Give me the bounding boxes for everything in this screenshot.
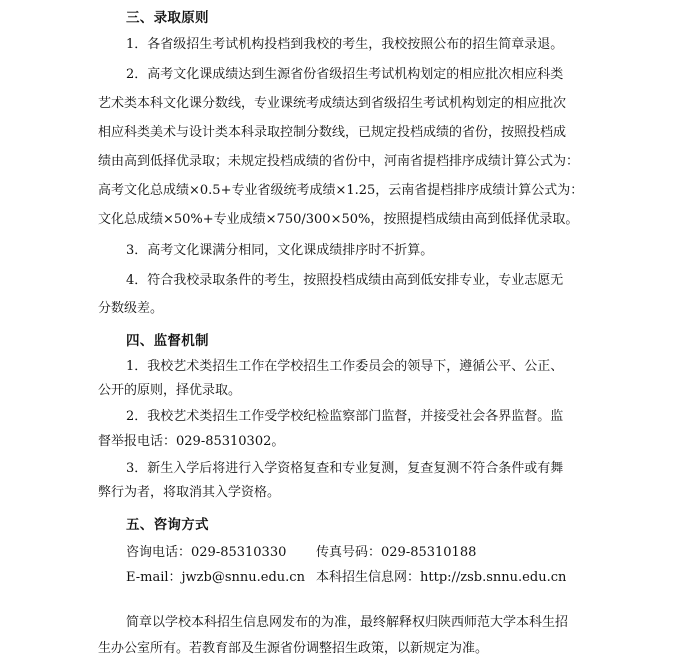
s3-line-5: 绩由高到低择优录取；未规定投档成绩的省份中，河南省提档排序成绩计算公式为： xyxy=(98,154,580,169)
section-5-heading: 五、咨询方式 xyxy=(126,517,209,533)
section-3-heading: 三、录取原则 xyxy=(126,10,209,26)
section-4-heading: 四、监督机制 xyxy=(126,333,209,349)
s3-line-9: 4．符合我校录取条件的考生，按照投档成绩由高到低安排专业，专业志愿无 xyxy=(126,273,564,288)
s4-line-1: 1．我校艺术类招生工作在学校招生工作委员会的领导下，遵循公平、公正、 xyxy=(126,359,564,374)
s3-line-3: 艺术类本科文化课分数线，专业课统考成绩达到省级招生考试机构划定的相应批次 xyxy=(98,96,567,111)
footer-line-2: 生办公室所有。若教育部及生源省份调整招生政策，以新规定为准。 xyxy=(98,641,489,656)
s3-line-2: 2．高考文化课成绩达到生源省份省级招生考试机构划定的相应批次相应科类 xyxy=(126,67,564,82)
s4-line-5: 3．新生入学后将进行入学资格复查和专业复测，复查复测不符合条件或有舞 xyxy=(126,461,564,476)
fax-number: 传真号码：029-85310188 xyxy=(316,545,477,560)
s3-line-7: 文化总成绩×50%+专业成绩×750/300×50%，按照提档成绩由高到低择优录取。 xyxy=(98,212,579,227)
s4-line-2: 公开的原则，择优录取。 xyxy=(98,383,242,398)
s4-line-6: 弊行为者，将取消其入学资格。 xyxy=(98,485,281,500)
s4-line-4: 督举报电话：029-85310302。 xyxy=(98,434,285,449)
s3-line-4: 相应科类美术与设计类本科录取控制分数线，已规定投档成绩的省份，按照投档成 xyxy=(98,125,567,140)
s3-line-10: 分数级差。 xyxy=(98,301,164,316)
s4-line-3: 2．我校艺术类招生工作受学校纪检监察部门监督，并接受社会各界监督。监 xyxy=(126,409,564,424)
footer-line-1: 简章以学校本科招生信息网发布的为准，最终解释权归陕西师范大学本科生招 xyxy=(126,615,569,630)
s3-line-8: 3．高考文化课满分相同，文化课成绩排序时不折算。 xyxy=(126,243,434,258)
contact-row-2 xyxy=(126,566,567,585)
contact-row-1 xyxy=(126,541,477,560)
consult-phone: 咨询电话：029-85310330 xyxy=(126,545,287,560)
s3-line-6: 高考文化总成绩×0.5+专业省级统考成绩×1.25，云南省提档排序成绩计算公式为： xyxy=(98,183,584,198)
website-link[interactable]: 本科招生信息网：http://zsb.snnu.edu.cn xyxy=(316,570,567,585)
email-address: E-mail：jwzb@snnu.edu.cn xyxy=(126,570,305,585)
s3-line-1: 1．各省级招生考试机构投档到我校的考生，我校按照公布的招生简章录退。 xyxy=(126,37,564,52)
